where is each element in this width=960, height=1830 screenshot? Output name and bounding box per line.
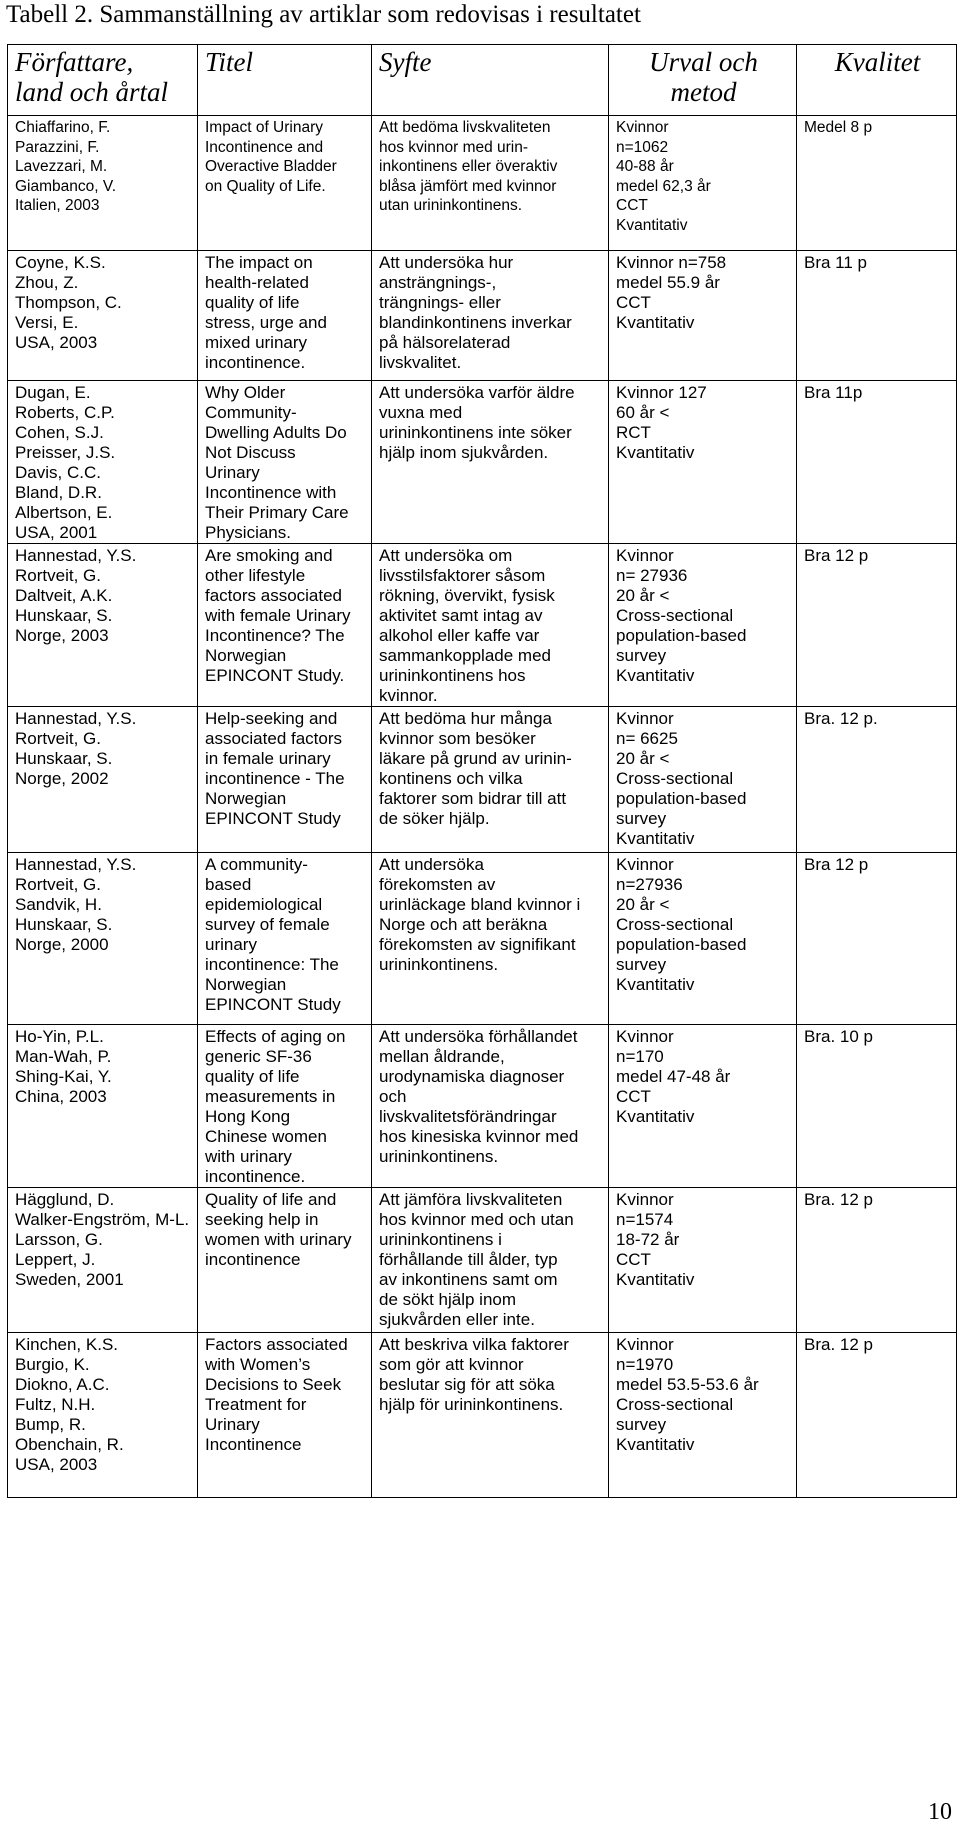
cell-line: Urinary [205, 1415, 260, 1434]
cell-line: beslutar sig för att söka [379, 1375, 555, 1394]
cell-line: factors associated [205, 586, 343, 605]
cell-line: Kvinnor [616, 1190, 674, 1209]
cell-line: medel 55.9 år [616, 273, 720, 292]
table-row [8, 707, 957, 853]
cell-line: förekomsten av [379, 875, 496, 894]
method-cell [609, 853, 797, 1025]
cell-line: Incontinence and [205, 138, 324, 156]
cell-line: survey [616, 1415, 667, 1434]
cell-line: Help-seeking and [205, 709, 338, 728]
cell-line: Kvinnor [616, 709, 674, 728]
header-line: Syfte [379, 47, 432, 77]
cell-line: epidemiological [205, 895, 323, 914]
header-line: land och årtal [15, 77, 168, 107]
cell-line: Norge, 2003 [15, 626, 109, 645]
cell-line: Kvantitativ [616, 975, 695, 994]
cell-line: A community- [205, 855, 308, 874]
table-row [8, 544, 957, 707]
cell-line: measurements in [205, 1087, 336, 1106]
cell-line: Att bedöma hur många [379, 709, 552, 728]
cell-line: 20 år < [616, 895, 670, 914]
cell-line: kvinnor. [379, 686, 438, 705]
cell-line: läkare på grund av urinin- [379, 749, 572, 768]
cell-line: urininkontinens hos [379, 666, 526, 685]
quality-cell [797, 1025, 957, 1188]
purpose-cell [372, 707, 609, 853]
cell-line: USA, 2001 [15, 523, 98, 542]
cell-line: Impact of Urinary [205, 119, 324, 136]
cell-line: blåsa jämfört med kvinnor [379, 177, 557, 195]
cell-line: medel 62,3 år [616, 177, 711, 195]
cell-line: Norwegian [205, 789, 287, 808]
authors-cell [8, 1188, 198, 1333]
cell-line: Hägglund, D. [15, 1190, 115, 1209]
cell-line: quality of life [205, 293, 300, 312]
quality-cell [797, 381, 957, 544]
cell-line: survey [616, 646, 667, 665]
cell-line: Cohen, S.J. [15, 423, 104, 442]
cell-line: Kvantitativ [616, 1435, 695, 1454]
header-line: Urval och [649, 47, 758, 77]
cell-line: Diokno, A.C. [15, 1375, 110, 1394]
cell-line: Decisions to Seek [205, 1375, 342, 1394]
cell-line: på hälsorelaterad [379, 333, 511, 352]
cell-line: livskvalitetsförändringar [379, 1107, 557, 1126]
cell-line: Larsson, G. [15, 1230, 103, 1249]
cell-line: Norwegian [205, 646, 287, 665]
cell-line: Coyne, K.S. [15, 253, 106, 272]
cell-line: n= 6625 [616, 729, 678, 748]
cell-line: urininkontinens. [379, 955, 499, 974]
cell-line: Bra 11 p [804, 253, 868, 272]
method-cell [609, 381, 797, 544]
authors-cell [8, 1333, 198, 1498]
cell-line: China, 2003 [15, 1087, 107, 1106]
cell-line: Dwelling Adults Do [205, 423, 347, 442]
cell-line: Factors associated [205, 1335, 348, 1354]
cell-line: 20 år < [616, 586, 670, 605]
cell-line: vuxna med [379, 403, 463, 422]
purpose-cell [372, 853, 609, 1025]
title-cell [198, 116, 372, 251]
quality-cell [797, 707, 957, 853]
cell-line: The impact on [205, 253, 313, 272]
cell-line: Their Primary Care [205, 503, 349, 522]
cell-line: Rortveit, G. [15, 875, 101, 894]
cell-line: som gör att kvinnor [379, 1355, 524, 1374]
cell-line: n=27936 [616, 875, 683, 894]
cell-line: Att undersöka förhållandet [379, 1027, 578, 1046]
cell-line: Effects of aging on [205, 1027, 346, 1046]
cell-line: Physicians. [205, 523, 291, 542]
cell-line: Burgio, K. [15, 1355, 90, 1374]
cell-line: Zhou, Z. [15, 273, 79, 292]
cell-line: CCT [616, 197, 648, 215]
cell-line: based [205, 875, 252, 894]
cell-line: Bra. 12 p [804, 1190, 873, 1209]
quality-cell [797, 251, 957, 381]
cell-line: Treatment for [205, 1395, 307, 1414]
purpose-cell [372, 1333, 609, 1498]
cell-line: kvinnor som besöker [379, 729, 536, 748]
cell-line: Roberts, C.P. [15, 403, 115, 422]
method-cell [609, 1333, 797, 1498]
cell-line: de söker hjälp. [379, 809, 490, 828]
cell-line: Kvantitativ [616, 443, 695, 462]
cell-line: Bra 12 p [804, 546, 869, 565]
cell-line: hjälp för urininkontinens. [379, 1395, 564, 1414]
cell-line: 40-88 år [616, 158, 674, 176]
cell-line: survey [616, 809, 667, 828]
cell-line: Cross-sectional [616, 769, 734, 788]
title-cell [198, 707, 372, 853]
header-method [609, 45, 797, 116]
header-line: metod [670, 77, 737, 107]
table-header-row [8, 45, 957, 116]
cell-line: medel 47-48 år [616, 1067, 731, 1086]
header-purpose [372, 45, 609, 116]
cell-line: utan urininkontinens. [379, 197, 523, 215]
cell-line: Att jämföra livskvaliteten [379, 1190, 563, 1209]
purpose-cell [372, 251, 609, 381]
cell-line: Overactive Bladder [205, 158, 337, 176]
cell-line: Hannestad, Y.S. [15, 709, 137, 728]
cell-line: with female Urinary [205, 606, 351, 625]
title-cell [198, 381, 372, 544]
table-row [8, 116, 957, 251]
cell-line: Lavezzari, M. [15, 158, 108, 176]
authors-cell [8, 707, 198, 853]
cell-line: population-based [616, 789, 747, 808]
cell-line: alkohol eller kaffe var [379, 626, 540, 645]
cell-line: urininkontinens i [379, 1230, 502, 1249]
cell-line: n=1574 [616, 1210, 674, 1229]
cell-line: Bra. 10 p [804, 1027, 873, 1046]
cell-line: faktorer som bidrar till att [379, 789, 567, 808]
cell-line: 18-72 år [616, 1230, 680, 1249]
cell-line: Kvantitativ [616, 1270, 695, 1289]
title-cell [198, 251, 372, 381]
cell-line: Norge och att beräkna [379, 915, 548, 934]
cell-line: Norge, 2002 [15, 769, 109, 788]
method-cell [609, 116, 797, 251]
cell-line: Hannestad, Y.S. [15, 855, 137, 874]
table-row [8, 1333, 957, 1498]
method-cell [609, 707, 797, 853]
authors-cell [8, 544, 198, 707]
cell-line: Kvinnor 127 [616, 383, 707, 402]
cell-line: Sandvik, H. [15, 895, 102, 914]
cell-line: Albertson, E. [15, 503, 113, 522]
cell-line: population-based [616, 626, 747, 645]
cell-line: stress, urge and [205, 313, 327, 332]
cell-line: seeking help in [205, 1210, 319, 1229]
title-cell [198, 1188, 372, 1333]
cell-line: Hunskaar, S. [15, 749, 113, 768]
cell-line: Davis, C.C. [15, 463, 101, 482]
cell-line: Medel 8 p [804, 119, 873, 136]
cell-line: de sökt hjälp inom [379, 1290, 517, 1309]
table-row [8, 853, 957, 1025]
cell-line: CCT [616, 1250, 651, 1269]
cell-line: ansträngnings-, [379, 273, 497, 292]
cell-line: Cross-sectional [616, 606, 734, 625]
cell-line: survey of female [205, 915, 330, 934]
cell-line: associated factors [205, 729, 343, 748]
cell-line: incontinence. [205, 1167, 306, 1186]
cell-line: incontinence. [205, 353, 306, 372]
table-row [8, 251, 957, 381]
purpose-cell [372, 1188, 609, 1333]
cell-line: Kvinnor [616, 546, 674, 565]
cell-line: sjukvården eller inte. [379, 1310, 535, 1329]
cell-line: USA, 2003 [15, 333, 98, 352]
cell-line: urinary [205, 935, 257, 954]
cell-line: trängnings- eller [379, 293, 501, 312]
cell-line: mellan åldrande, [379, 1047, 505, 1066]
cell-line: Chinese women [205, 1127, 327, 1146]
cell-line: Rortveit, G. [15, 729, 101, 748]
cell-line: Bra. 12 p [804, 1335, 873, 1354]
cell-line: Kvantitativ [616, 216, 688, 234]
cell-line: Preisser, J.S. [15, 443, 116, 462]
cell-line: 20 år < [616, 749, 670, 768]
cell-line: urinläckage bland kvinnor i [379, 895, 581, 914]
quality-cell [797, 1188, 957, 1333]
authors-cell [8, 116, 198, 251]
cell-line: EPINCONT Study. [205, 666, 345, 685]
cell-line: Sweden, 2001 [15, 1270, 124, 1289]
cell-line: Cross-sectional [616, 1395, 734, 1414]
table-row [8, 1025, 957, 1188]
cell-line: other lifestyle [205, 566, 306, 585]
cell-line: Cross-sectional [616, 915, 734, 934]
cell-line: Norge, 2000 [15, 935, 109, 954]
cell-line: blandinkontinens inverkar [379, 313, 572, 332]
header-line: Författare, [15, 47, 134, 77]
cell-line: urininkontinens inte söker [379, 423, 572, 442]
method-cell [609, 1025, 797, 1188]
cell-line: n=1062 [616, 138, 669, 156]
cell-line: Why Older [205, 383, 286, 402]
cell-line: with urinary [205, 1147, 292, 1166]
cell-line: rökning, övervikt, fysisk [379, 586, 555, 605]
purpose-cell [372, 381, 609, 544]
articles-table [7, 44, 957, 1498]
cell-line: Bland, D.R. [15, 483, 102, 502]
quality-cell [797, 116, 957, 251]
cell-line: incontinence [205, 1250, 301, 1269]
cell-line: generic SF-36 [205, 1047, 312, 1066]
cell-line: Att beskriva vilka faktorer [379, 1335, 569, 1354]
cell-line: Giambanco, V. [15, 177, 117, 195]
cell-line: Quality of life and [205, 1190, 337, 1209]
cell-line: RCT [616, 423, 651, 442]
cell-line: Thompson, C. [15, 293, 122, 312]
cell-line: livskvalitet. [379, 353, 462, 372]
cell-line: Norwegian [205, 975, 287, 994]
title-cell [198, 1025, 372, 1188]
cell-line: Chiaffarino, F. [15, 119, 111, 136]
table-row [8, 381, 957, 544]
cell-line: urodynamiska diagnoser [379, 1067, 565, 1086]
cell-line: women with urinary [205, 1230, 352, 1249]
cell-line: in female urinary [205, 749, 331, 768]
cell-line: Daltveit, A.K. [15, 586, 113, 605]
title-cell [198, 853, 372, 1025]
cell-line: Walker-Engström, M-L. [15, 1210, 190, 1229]
cell-line: hos kvinnor med urin- [379, 138, 529, 156]
cell-line: livsstilsfaktorer såsom [379, 566, 546, 585]
cell-line: Kvantitativ [616, 666, 695, 685]
cell-line: Hong Kong [205, 1107, 291, 1126]
header-quality [797, 45, 957, 116]
cell-line: Parazzini, F. [15, 138, 100, 156]
authors-cell [8, 1025, 198, 1188]
cell-line: on Quality of Life. [205, 177, 326, 195]
cell-line: n= 27936 [616, 566, 688, 585]
cell-line: with Women’s [205, 1355, 311, 1374]
cell-line: Kvantitativ [616, 1107, 695, 1126]
cell-line: n=1970 [616, 1355, 674, 1374]
cell-line: Man-Wah, P. [15, 1047, 112, 1066]
cell-line: CCT [616, 293, 651, 312]
cell-line: Are smoking and [205, 546, 333, 565]
cell-line: Att undersöka hur [379, 253, 514, 272]
cell-line: survey [616, 955, 667, 974]
cell-line: n=170 [616, 1047, 664, 1066]
cell-line: av inkontinens samt om [379, 1270, 558, 1289]
method-cell [609, 1188, 797, 1333]
page-number: 10 [928, 1799, 952, 1825]
cell-line: Kvinnor [616, 855, 674, 874]
cell-line: health-related [205, 273, 309, 292]
authors-cell [8, 381, 198, 544]
cell-line: Dugan, E. [15, 383, 91, 402]
cell-line: Kvinnor [616, 1027, 674, 1046]
cell-line: förhållande till ålder, typ [379, 1250, 558, 1269]
cell-line: Not Discuss [205, 443, 296, 462]
cell-line: Att undersöka om [379, 546, 513, 565]
table-row [8, 1188, 957, 1333]
cell-line: Incontinence with [205, 483, 337, 502]
cell-line: aktivitet samt intag av [379, 606, 543, 625]
cell-line: quality of life [205, 1067, 300, 1086]
cell-line: Kinchen, K.S. [15, 1335, 119, 1354]
header-author [8, 45, 198, 116]
table-body [8, 116, 957, 1498]
cell-line: incontinence - The [205, 769, 345, 788]
cell-line: Leppert, J. [15, 1250, 96, 1269]
purpose-cell [372, 1025, 609, 1188]
cell-line: hos kvinnor med och utan [379, 1210, 574, 1229]
cell-line: hjälp inom sjukvården. [379, 443, 549, 462]
cell-line: 60 år < [616, 403, 670, 422]
cell-line: incontinence: The [205, 955, 339, 974]
cell-line: Kvantitativ [616, 313, 695, 332]
cell-line: urininkontinens. [379, 1147, 499, 1166]
cell-line: Italien, 2003 [15, 197, 100, 215]
cell-line: Urinary [205, 463, 260, 482]
cell-line: Kvinnor n=758 [616, 253, 727, 272]
method-cell [609, 544, 797, 707]
header-title [198, 45, 372, 116]
cell-line: Obenchain, R. [15, 1435, 124, 1454]
cell-line: hos kinesiska kvinnor med [379, 1127, 579, 1146]
cell-line: Ho-Yin, P.L. [15, 1027, 104, 1046]
title-cell [198, 544, 372, 707]
purpose-cell [372, 116, 609, 251]
cell-line: mixed urinary [205, 333, 308, 352]
cell-line: Bump, R. [15, 1415, 86, 1434]
cell-line: kontinens och vilka [379, 769, 523, 788]
purpose-cell [372, 544, 609, 707]
header-line: Kvalitet [834, 47, 921, 77]
title-cell [198, 1333, 372, 1498]
cell-line: Incontinence? The [205, 626, 345, 645]
cell-line: population-based [616, 935, 747, 954]
cell-line: Versi, E. [15, 313, 79, 332]
quality-cell [797, 544, 957, 707]
cell-line: Incontinence [205, 1435, 302, 1454]
cell-line: Hannestad, Y.S. [15, 546, 137, 565]
header-line: Titel [205, 47, 254, 77]
cell-line: Att undersöka varför äldre [379, 383, 575, 402]
cell-line: Bra. 12 p. [804, 709, 878, 728]
cell-line: Kvinnor [616, 119, 669, 136]
cell-line: Bra 12 p [804, 855, 869, 874]
cell-line: förekomsten av signifikant [379, 935, 576, 954]
cell-line: Fultz, N.H. [15, 1395, 96, 1414]
cell-line: Kvantitativ [616, 829, 695, 848]
cell-line: Rortveit, G. [15, 566, 101, 585]
cell-line: Bra 11p [804, 383, 863, 402]
cell-line: inkontinens eller överaktiv [379, 158, 558, 176]
cell-line: Hunskaar, S. [15, 606, 113, 625]
cell-line: Att undersöka [379, 855, 484, 874]
authors-cell [8, 853, 198, 1025]
cell-line: Community- [205, 403, 297, 422]
cell-line: EPINCONT Study [205, 995, 341, 1014]
cell-line: EPINCONT Study [205, 809, 341, 828]
quality-cell [797, 1333, 957, 1498]
cell-line: USA, 2003 [15, 1455, 98, 1474]
quality-cell [797, 853, 957, 1025]
cell-line: Hunskaar, S. [15, 915, 113, 934]
authors-cell [8, 251, 198, 381]
method-cell [609, 251, 797, 381]
cell-line: Kvinnor [616, 1335, 674, 1354]
cell-line: Shing-Kai, Y. [15, 1067, 112, 1086]
cell-line: CCT [616, 1087, 651, 1106]
cell-line: sammankopplade med [379, 646, 551, 665]
cell-line: Att bedöma livskvaliteten [379, 119, 551, 136]
table-caption: Tabell 2. Sammanställning av artiklar som redovisas i resultatet [6, 1, 641, 28]
cell-line: och [379, 1087, 407, 1106]
cell-line: medel 53.5-53.6 år [616, 1375, 759, 1394]
